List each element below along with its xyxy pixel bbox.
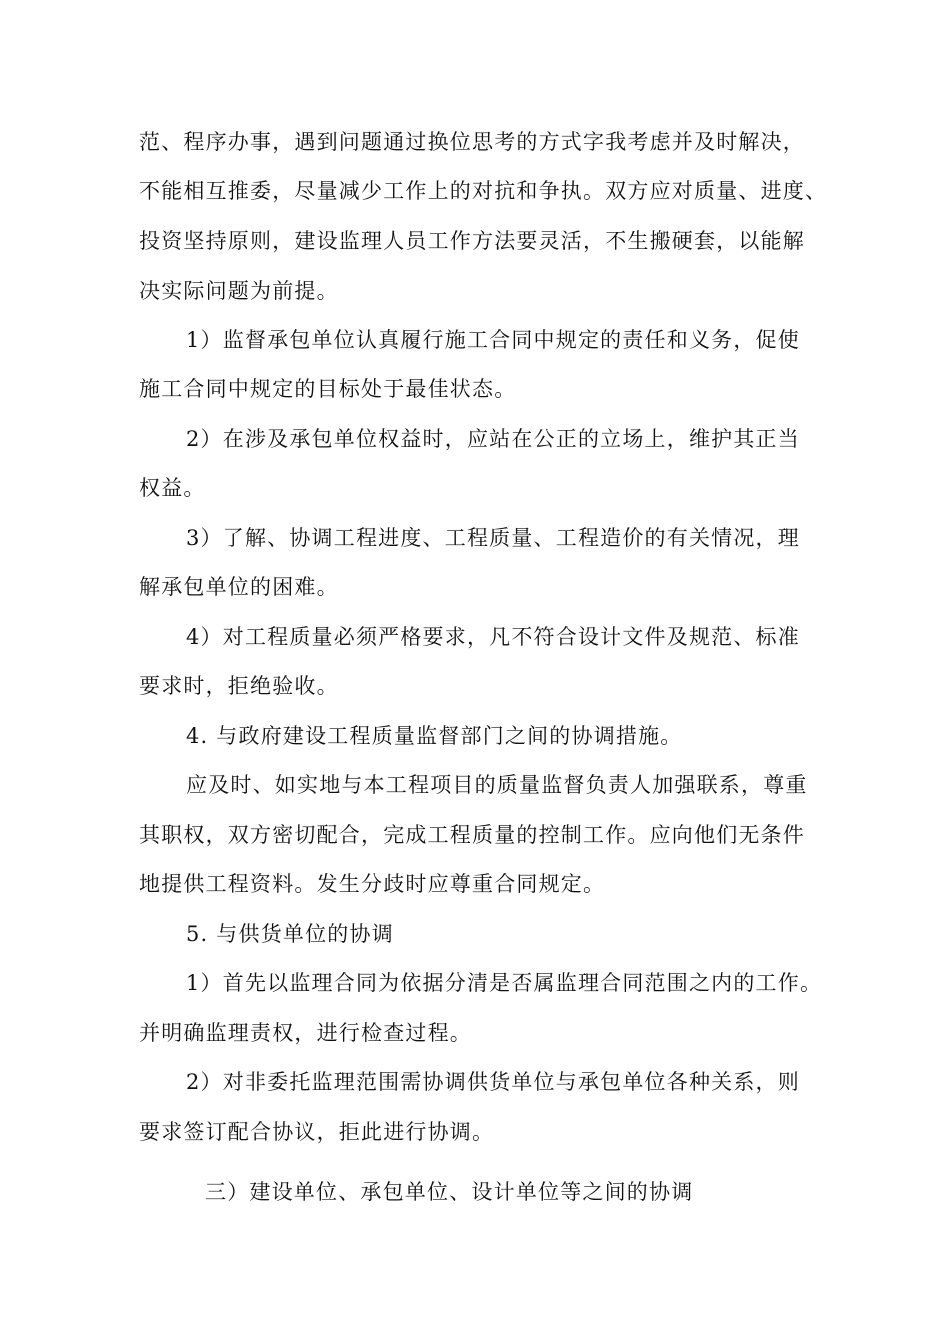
list-item-line: 1）监督承包单位认真履行施工合同中规定的责任和义务，促使 [186, 328, 800, 352]
list-item-line: 权益。 [139, 476, 206, 500]
list-item-line: 1）首先以监理合同为依据分清是否属监理合同范围之内的工作。 [186, 971, 823, 995]
list-item-line: 3）了解、协调工程进度、工程质量、工程造价的有关情况，理 [186, 526, 800, 550]
list-item-line: 解承包单位的困难。 [139, 575, 339, 599]
list-item-line: 2）对非委托监理范围需协调供货单位与承包单位各种关系，则 [186, 1070, 800, 1094]
paragraph-line: 决实际问题为前提。 [139, 279, 339, 303]
subheading: 5. 与供货单位的协调 [186, 922, 394, 946]
paragraph-line: 应及时、如实地与本工程项目的质量监督负责人加强联系，尊重 [186, 773, 808, 797]
list-item-line: 2）在涉及承包单位权益时，应站在公正的立场上，维护其正当 [186, 427, 800, 451]
paragraph-line: 投资坚持原则，建设监理人员工作方法要灵活，不生搬硬套，以能解 [139, 229, 805, 253]
paragraph-line: 地提供工程资料。发生分歧时应尊重合同规定。 [139, 872, 606, 896]
section-heading: 三）建设单位、承包单位、设计单位等之间的协调 [205, 1180, 694, 1204]
list-item-line: 要求签订配合协议，拒此进行协调。 [139, 1120, 495, 1144]
paragraph-line: 范、程序办事，遇到问题通过换位思考的方式字我考虑并及时解决， [139, 130, 805, 154]
subheading: 4. 与政府建设工程质量监督部门之间的协调措施。 [186, 724, 683, 748]
list-item-line: 要求时，拒绝验收。 [139, 674, 339, 698]
list-item-line: 4）对工程质量必须严格要求，凡不符合设计文件及规范、标准 [186, 625, 800, 649]
paragraph-line: 其职权，双方密切配合，完成工程质量的控制工作。应向他们无条件 [139, 823, 805, 847]
list-item-line: 并明确监理责权，进行检查过程。 [139, 1021, 472, 1045]
paragraph-line: 不能相互推委，尽量减少工作上的对抗和争执。双方应对质量、进度、 [139, 179, 828, 203]
list-item-line: 施工合同中规定的目标处于最佳状态。 [139, 377, 517, 401]
